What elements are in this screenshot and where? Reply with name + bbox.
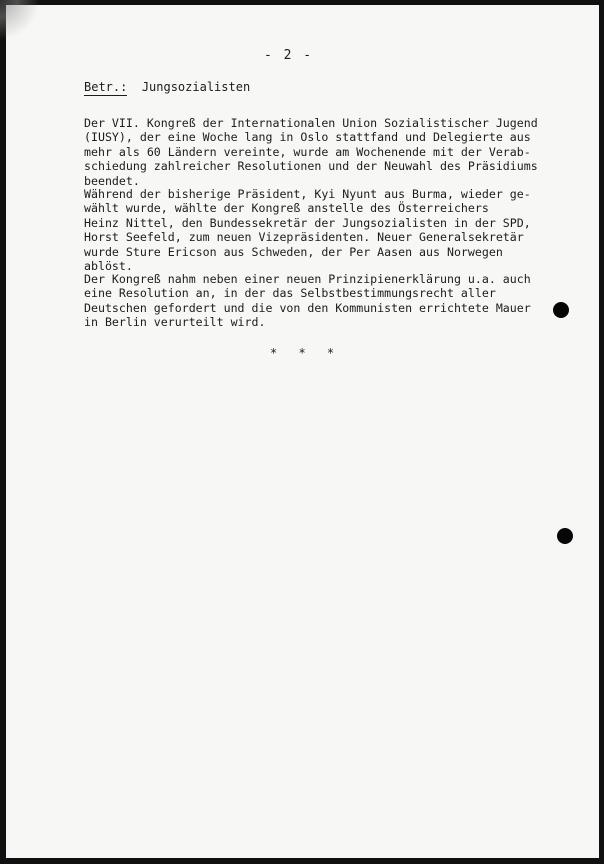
punch-hole-upper [553,302,569,318]
scan-border-bottom [0,858,604,864]
scan-border-top [0,0,604,5]
page-number: - 2 - [264,48,314,63]
subject-line [84,80,250,94]
section-separator: * * * [270,346,342,360]
scan-border-right [599,0,604,864]
paragraph-3: Der Kongreß nahm neben einer neuen Prinzipienerklärung u.a. auch eine Resolution an, in der das Selbstbestimmungsrecht aller Deutschen gefordert und die von den Kommunisten errichtete Mauer in Berlin verurteilt wird. [84,272,531,330]
subject-text: Jungsozialisten [141,80,251,94]
punch-hole-lower [557,528,573,544]
paragraph-1: Der VII. Kongreß der Internationalen Union Sozialistischer Jugend (IUSY), der eine Woche lang in Oslo stattfand und Delegierte aus mehr als 60 Ländern vereinte, wurde am Wochenende mit der Verab- schiedung zahlreicher Resolutionen und der Neuwahl des Präsidiums beendet. [84,116,538,188]
scan-border-left [0,0,6,864]
subject-label: Betr.: [84,80,128,94]
scan-corner-noise [0,0,40,40]
paragraph-2: Während der bisherige Präsident, Kyi Nyunt aus Burma, wieder ge- wählt wurde, wählte der Kongreß anstelle des Österreichers Heinz Nittel, den Bundessekretär der Jungsozialisten in der SPD, Horst Seefeld, zum neuen Vizepräsidenten. Neuer Generalsekretär wurde Sture Ericson aus Schweden, der Per Aasen aus Norwegen ablöst. [84,187,531,274]
